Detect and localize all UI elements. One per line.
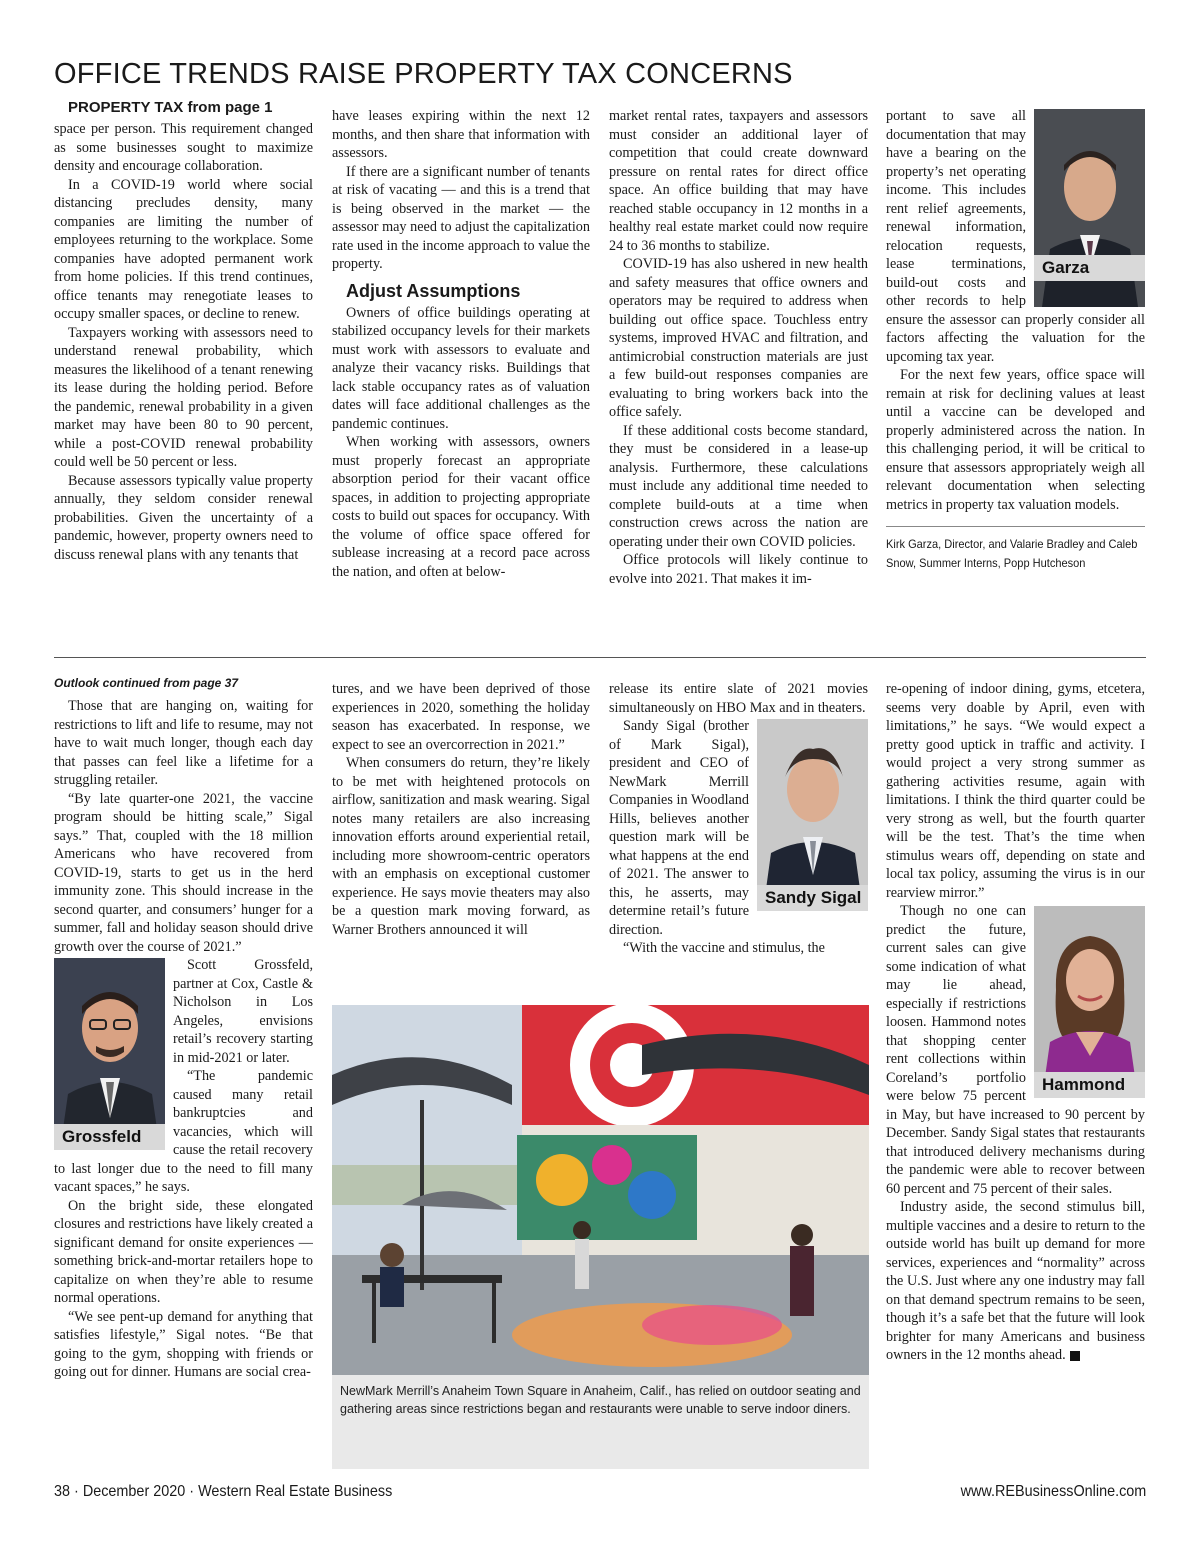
hammond-portrait-icon [1034, 906, 1145, 1098]
paragraph: For the next few years, office space will remain at risk for declining values at least until a vaccine can be developed and properly administered across the nation. In this challenging period, it will be critical to ensure that assessors appropriately weigh all relevant documentation when selecting metrics in property tax valuation models. [886, 367, 1145, 513]
top-col-4 [886, 107, 1145, 646]
paragraph: Those that are hanging on, waiting for restrictions to lift and life to resume, may not have to wait much longer, though each day that passes can feel like a lifetime for a struggling retailer. [54, 698, 313, 788]
paragraph: tures, and we have been deprived of those experiences in 2020, something the holiday season has exacerbated. In response, we expect to see an overcorrection in 2021.” [332, 681, 590, 753]
paragraph: “By late quarter-one 2021, the vaccine program should be hitting scale,” Sigal says.” That, coupled with the 18 million Americans who have recovered from COVID-19, starts to get us in the herd immunity zone. This should increase in the second quarter, and consumers’ hunger for a summer, fall and holiday season should drive growth over the course of 2021.” [54, 790, 313, 955]
paragraph: have leases expiring within the next 12 months, and then share that information with assessors. [332, 108, 590, 161]
grossfeld-portrait-icon [54, 958, 165, 1150]
sigal-photo [757, 719, 868, 911]
paragraph: Though no one can predict the future, current sales can give some indication of what may lie ahead, especially if restrictions loosen. Hammond notes that shopping center rent collections within Coreland’s portfolio were below 75 percent in May, but have increased to 90 percent by December. Sandy Sigal states that restaurants that introduced delivery mechanisms during the pandemic were able to recover between 60 percent and 75 percent of their sales. [886, 903, 1145, 1197]
footer-website-link[interactable]: www.REBusinessOnline.com [960, 1483, 1146, 1500]
paragraph: re-opening of indoor dining, gyms, etcetera, seems very doable by April, even with limitations,” he says. “We would expect a pretty good uptick in traffic and activity. I would project a very strong summer as gathering activities resume, again with limitations. I think the third quarter could be very strong as well, but the fourth quarter will be the test. That’s the time when stimulus wears off, depending on state and local tax policy, assuming the virus is in our rearview mirror.” [886, 681, 1145, 901]
sigal-label: Sandy Sigal [757, 885, 868, 911]
paragraph: Because assessors typically value property annually, they seldom consider renewal probabilities. Given the uncertainty of a pandemic, however, property owners need to discuss renewal plans with any tenants that [54, 472, 313, 563]
signature-rule [886, 526, 1145, 573]
jump-label: PROPERTY TAX from page 1 [68, 99, 273, 116]
bottom-col-2 [332, 680, 590, 998]
top-col-1 [54, 98, 313, 646]
garza-photo [1034, 109, 1145, 307]
paragraph: Office protocols will likely continue to evolve into 2021. That makes it im- [609, 552, 868, 587]
paragraph: Sandy Sigal (brother of Mark Sigal), president and CEO of NewMark Merrill Companies in Woodland Hills, believes another question mark will be what happens at the end of 2021. The answer to this, he asserts, may determine retail’s future direction. [609, 718, 749, 938]
paragraph: If these additional costs become standard, they must be considered in a lease-up analysis. Furthermore, these calculations must include any additional time needed to complete build-outs at a time when construction crews across the nation are operating under their own COVID policies. [609, 422, 868, 550]
sigal-portrait-icon [757, 719, 868, 911]
grossfeld-photo [54, 958, 165, 1150]
paragraph: When working with assessors, owners must properly forecast an appropriate absorption period for their vacant office spaces, in addition to projecting appropriate costs to build out spaces for occupancy. With the volume of office space offered for sublease increasing at a record pace across the nation, and often at below- [332, 434, 590, 580]
paragraph: market rental rates, taxpayers and assessors must consider an additional layer of competition that could create downward pressure on rental rates for direct office space. An office building that may have reached stable occupancy in 12 months in a healthy real estate market could now require 24 to 36 months to stabilize. [609, 108, 868, 254]
paragraph: space per person. This requirement changed as some businesses sought to maximize density and encourage collaboration. [54, 121, 313, 174]
bottom-col-3 [609, 680, 868, 998]
end-mark-icon [1070, 1351, 1080, 1361]
paragraph: Taxpayers working with assessors need to understand renewal probability, which measures the likelihood of a tenant renewing its lease during the holding period. Before the pandemic, renewal probability in a given market may have been 80 to 90 percent, while a post-COVID renewal probability could well be 50 percent or less. [54, 324, 313, 470]
hammond-photo [1034, 906, 1145, 1098]
signature: Kirk Garza, Director, and Valarie Bradley and Caleb Snow, Summer Interns, Popp Hutcheson [886, 537, 1138, 570]
grossfeld-label: Grossfeld [54, 1124, 165, 1150]
paragraph: release its entire slate of 2021 movies simultaneously on HBO Max and in theaters. [609, 681, 868, 716]
paragraph: portant to save all documentation that may have a bearing on the property’s net operating income. This includes rent relief agreements, renewal information, relocation requests, lease terminations, build-out costs and other records to help ensure the assessor can properly consider all factors affecting the valuation for the upcoming tax year. [886, 108, 1145, 365]
paragraph-text: Industry aside, the second stimulus bill, multiple vaccines and a desire to return to the outside world has built up demand for more services, experiences and “normality” across the U.S. Just where any one industry may fall on that demand spectrum remains to be seen, though it’s a safe bet that the future will look brighter for many Americans and business owners in the 12 months ahead. [886, 1199, 1145, 1363]
paragraph: In a COVID-19 world where social distancing precludes density, many companies are limiting the number of employees returning to the workplace. Some companies have adopted permanent work from home policies. If this trend continues, office tenants may renegotiate leases to occupy smaller spaces, or decline to renew. [54, 176, 313, 322]
paragraph: Scott Grossfeld, partner at Cox, Castle & Nicholson in Los Angeles, envisions retail’s recovery starting in mid-2021 or later. [173, 957, 313, 1066]
paragraph: COVID-19 has also ushered in new health and safety measures that office owners and operators may be required to address when building out office space. Touchless entry systems, improved HVAC and filtration, and antimicrobial construction materials are just a few build-out responses companies are evaluating to bring workers back into the office safely. [609, 256, 868, 420]
bottom-col-1 [54, 675, 313, 1475]
photo-caption: NewMark Merrill’s Anaheim Town Square in Anaheim, Calif., has relied on outdoor seating and gathering areas since restrictions began and restaurants were unable to serve indoor diners. [340, 1384, 861, 1416]
footer-page-info: 38 · December 2020 · Western Real Estate Business [54, 1483, 393, 1500]
garza-label: Garza [1034, 255, 1145, 281]
anaheim-town-square-photo [332, 1005, 869, 1469]
plaza-photo-icon [332, 1005, 869, 1375]
paragraph: On the bright side, these elongated closures and restrictions have likely created a significant demand for onsite experiences — something brick-and-mortar retailers hope to capitalize on when they’re able to resume normal operations. [54, 1197, 313, 1306]
bottom-col-4 [886, 680, 1145, 1475]
paragraph: “With the vaccine and stimulus, the [623, 940, 825, 956]
headline: OFFICE TRENDS RAISE PROPERTY TAX CONCERNS [54, 58, 793, 90]
section-divider [54, 657, 1146, 658]
hammond-label: Hammond [1034, 1072, 1145, 1098]
top-col-2 [332, 107, 590, 646]
paragraph: “We see pent-up demand for anything that satisfies lifestyle,” Sigal notes. “Be that going to the gym, shopping with friends or going out for dinner. Humans are social crea- [54, 1308, 313, 1380]
subhead: Adjust Assumptions [346, 280, 521, 301]
paragraph: If there are a significant number of tenants at risk of vacating — and this is a trend that is being observed in the market — the assessor may need to adjust the capitalization rate used in the income approach to value the property. [332, 163, 590, 272]
paragraph: Owners of office buildings operating at stabilized occupancy levels for their markets must work with assessors to evaluate and analyze their vacancy risks. Buildings that lack stable occupancy rates as of valuation dates will face additional challenges as the pandemic continues. [332, 304, 590, 432]
top-col-3 [609, 107, 868, 646]
continued-label: Outlook continued from page 37 [54, 676, 239, 690]
paragraph: “The pandemic caused many retail bankruptcies and vacancies, which will cause the retail recovery to last longer due to the need to fill many vacant spaces,” he says. [54, 1068, 313, 1195]
paragraph: When consumers do return, they’re likely to be met with heightened protocols on airflow, sanitization and mask wearing. Sigal notes many retailers are also increasing innovation efforts around experiential retail, including more showroom-centric operators with an emphasis on exceptional customer experience. He says movie theaters may also be a question mark moving forward, as Warner Brothers announced it will [332, 755, 590, 938]
paragraph [886, 1198, 1145, 1365]
